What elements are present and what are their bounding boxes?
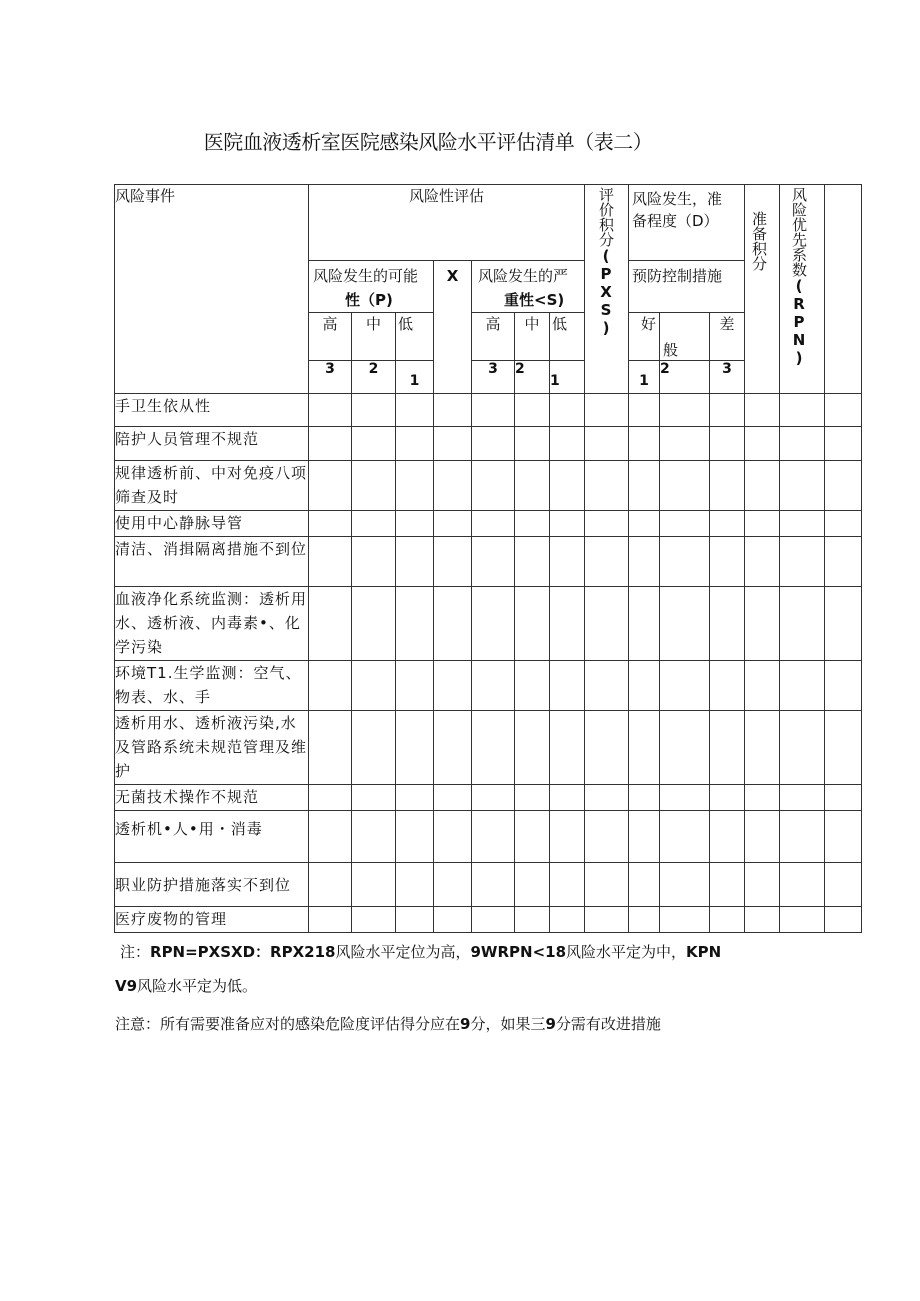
score-cell[interactable] (309, 711, 352, 785)
note-line-3: 注意：所有需要准备应对的感染危险度评估得分应在9分，如果三9分需有改进措施 (115, 1015, 661, 1033)
score-cell[interactable] (472, 907, 515, 933)
score-cell[interactable] (780, 461, 825, 511)
score-cell[interactable] (515, 811, 550, 863)
score-cell[interactable] (550, 461, 585, 511)
score-cell[interactable] (515, 785, 550, 811)
score-cell[interactable] (515, 907, 550, 933)
table-row (115, 461, 862, 511)
score-cell[interactable] (396, 537, 434, 587)
score-cell[interactable] (825, 785, 862, 811)
score-cell[interactable] (660, 811, 710, 863)
table-row (115, 907, 862, 933)
score-cell[interactable] (550, 863, 585, 907)
score-cell[interactable] (352, 461, 396, 511)
table-row (115, 394, 862, 427)
eval-score-label: 评价积分 (597, 187, 615, 247)
score-cell[interactable] (710, 511, 745, 537)
score-cell[interactable] (585, 785, 629, 811)
page-title: 医院血液透析室医院感染风险水平评估清单（表二） (203, 130, 653, 154)
score-cell[interactable] (660, 461, 710, 511)
p-score-1: 1 (396, 361, 434, 394)
score-cell[interactable] (434, 785, 472, 811)
header-severity (472, 261, 585, 313)
s-level-low: 低 (550, 313, 585, 361)
score-cell[interactable] (585, 427, 629, 461)
p-level-mid: 中 (352, 313, 396, 361)
score-cell[interactable] (309, 907, 352, 933)
score-cell[interactable] (352, 907, 396, 933)
table-row (115, 811, 862, 863)
score-cell[interactable] (585, 811, 629, 863)
prep-score-label: 准备积分 (750, 211, 768, 271)
score-cell[interactable] (550, 711, 585, 785)
score-cell[interactable] (585, 863, 629, 907)
score-cell[interactable] (660, 785, 710, 811)
score-cell[interactable] (780, 394, 825, 427)
score-cell[interactable] (710, 587, 745, 661)
score-cell[interactable] (309, 461, 352, 511)
header-prep-degree (629, 185, 745, 261)
score-cell[interactable] (745, 587, 780, 661)
score-cell[interactable] (710, 863, 745, 907)
score-cell[interactable] (472, 711, 515, 785)
score-cell[interactable] (629, 863, 660, 907)
score-cell[interactable] (472, 785, 515, 811)
s-score-2: 2 (515, 361, 550, 394)
score-cell[interactable] (745, 461, 780, 511)
header-extra (825, 185, 862, 394)
score-cell[interactable] (472, 863, 515, 907)
severity-line2: 重性<S) (504, 291, 565, 309)
score-cell[interactable] (472, 661, 515, 711)
score-cell[interactable] (825, 907, 862, 933)
score-cell[interactable] (434, 661, 472, 711)
risk-event-cell: 无菌技术操作不规范 (115, 785, 309, 811)
header-prep-score (745, 185, 780, 394)
score-cell[interactable] (585, 711, 629, 785)
risk-event-cell: 陪护人员管理不规范 (115, 427, 309, 461)
note-line-1: 注：RPN=PXSXD：RPX218风险水平定位为高，9WRPN<18风险水平定为中，KPN (120, 943, 722, 961)
score-cell[interactable] (585, 537, 629, 587)
score-cell[interactable] (550, 785, 585, 811)
d-score-3: 3 (710, 361, 745, 394)
score-cell[interactable] (472, 461, 515, 511)
score-cell[interactable] (550, 427, 585, 461)
header-probability (309, 261, 434, 313)
score-cell[interactable] (434, 537, 472, 587)
score-cell[interactable] (352, 587, 396, 661)
score-cell[interactable] (352, 711, 396, 785)
score-cell[interactable] (396, 461, 434, 511)
risk-event-cell: 透析用水、透析液污染,水及管路系统未规范管理及维护 (115, 711, 309, 785)
eval-score-formula: (PXS) (597, 247, 615, 337)
score-cell[interactable] (550, 537, 585, 587)
score-cell[interactable] (434, 427, 472, 461)
score-cell[interactable] (550, 394, 585, 427)
score-cell[interactable] (585, 661, 629, 711)
score-cell[interactable] (780, 907, 825, 933)
score-cell[interactable] (825, 863, 862, 907)
p-score-2: 2 (352, 361, 396, 394)
score-cell[interactable] (710, 785, 745, 811)
score-cell[interactable] (352, 811, 396, 863)
score-cell[interactable] (396, 863, 434, 907)
s-score-3: 3 (472, 361, 515, 394)
times-symbol: X (446, 267, 459, 285)
header-control (629, 261, 745, 313)
score-cell[interactable] (352, 427, 396, 461)
score-cell[interactable] (825, 711, 862, 785)
score-cell[interactable] (825, 427, 862, 461)
score-cell[interactable] (780, 711, 825, 785)
score-cell[interactable] (780, 811, 825, 863)
score-cell[interactable] (396, 511, 434, 537)
score-cell[interactable] (515, 587, 550, 661)
score-cell[interactable] (710, 811, 745, 863)
score-cell[interactable] (515, 427, 550, 461)
prep-degree-line2: 备程度（D） (632, 212, 719, 230)
score-cell[interactable] (825, 394, 862, 427)
score-cell[interactable] (629, 661, 660, 711)
score-cell[interactable] (745, 863, 780, 907)
score-cell[interactable] (352, 394, 396, 427)
score-cell[interactable] (309, 811, 352, 863)
header-risk-assessment: 风险性评估 (309, 185, 585, 261)
risk-event-cell: 医疗废物的管理 (115, 907, 309, 933)
score-cell[interactable] (660, 907, 710, 933)
risk-event-cell: 透析机•人•用・消毒 (115, 811, 309, 863)
score-cell[interactable] (515, 661, 550, 711)
score-cell[interactable] (472, 394, 515, 427)
table-row (115, 785, 862, 811)
score-cell[interactable] (710, 537, 745, 587)
score-cell[interactable] (550, 811, 585, 863)
score-cell[interactable] (396, 907, 434, 933)
header-eval-score (585, 185, 629, 394)
score-cell[interactable] (780, 587, 825, 661)
score-cell[interactable] (472, 427, 515, 461)
score-cell[interactable] (434, 907, 472, 933)
risk-event-cell: 血液净化系统监测：透析用水、透析液、内毒素•、化学污染 (115, 587, 309, 661)
table-row (115, 587, 862, 661)
score-cell[interactable] (352, 661, 396, 711)
score-cell[interactable] (629, 587, 660, 661)
risk-event-cell: 使用中心静脉导管 (115, 511, 309, 537)
score-cell[interactable] (629, 811, 660, 863)
score-cell[interactable] (550, 907, 585, 933)
risk-assessment-table (114, 184, 862, 933)
score-cell[interactable] (515, 537, 550, 587)
score-cell[interactable] (825, 661, 862, 711)
score-cell[interactable] (434, 863, 472, 907)
score-cell[interactable] (550, 511, 585, 537)
control-level-average: 般 (660, 313, 710, 361)
score-cell[interactable] (745, 907, 780, 933)
score-cell[interactable] (660, 587, 710, 661)
risk-event-cell: 手卫生依从性 (115, 394, 309, 427)
score-cell[interactable] (710, 711, 745, 785)
score-cell[interactable] (745, 785, 780, 811)
score-cell[interactable] (515, 511, 550, 537)
score-cell[interactable] (309, 427, 352, 461)
score-cell[interactable] (515, 711, 550, 785)
risk-event-cell: 规律透析前、中对免疫八项筛查及时 (115, 461, 309, 511)
risk-event-cell: 环境T1.生学监测：空气、物表、水、手 (115, 661, 309, 711)
note-line-2: V9风险水平定为低。 (115, 977, 258, 995)
score-cell[interactable] (780, 537, 825, 587)
score-cell[interactable] (745, 394, 780, 427)
score-cell[interactable] (396, 587, 434, 661)
score-cell[interactable] (396, 661, 434, 711)
score-cell[interactable] (629, 711, 660, 785)
probability-line1: 风险发生的可能 (313, 267, 419, 285)
score-cell[interactable] (396, 394, 434, 427)
score-cell[interactable] (629, 394, 660, 427)
score-cell[interactable] (585, 394, 629, 427)
score-cell[interactable] (434, 711, 472, 785)
prep-degree-line1: 风险发生，准 (632, 190, 723, 208)
score-cell[interactable] (745, 511, 780, 537)
score-cell[interactable] (309, 394, 352, 427)
d-score-2: 2 (660, 361, 710, 394)
score-cell[interactable] (710, 461, 745, 511)
score-cell[interactable] (780, 511, 825, 537)
table-row (115, 711, 862, 785)
score-cell[interactable] (660, 511, 710, 537)
score-cell[interactable] (434, 511, 472, 537)
score-cell[interactable] (309, 785, 352, 811)
score-cell[interactable] (710, 907, 745, 933)
severity-line1: 风险发生的严 (478, 267, 569, 285)
score-cell[interactable] (629, 785, 660, 811)
score-cell[interactable] (309, 587, 352, 661)
score-cell[interactable] (585, 907, 629, 933)
header-times (434, 261, 472, 394)
score-cell[interactable] (396, 811, 434, 863)
score-cell[interactable] (660, 711, 710, 785)
p-level-low: 低 (396, 313, 434, 361)
table-row (115, 427, 862, 461)
p-score-3: 3 (309, 361, 352, 394)
score-cell[interactable] (825, 811, 862, 863)
score-cell[interactable] (352, 785, 396, 811)
score-cell[interactable] (825, 587, 862, 661)
score-cell[interactable] (515, 461, 550, 511)
score-cell[interactable] (515, 863, 550, 907)
score-cell[interactable] (825, 511, 862, 537)
score-cell[interactable] (710, 394, 745, 427)
table-row (115, 537, 862, 587)
score-cell[interactable] (660, 661, 710, 711)
header-rpn (780, 185, 825, 394)
p-level-high: 高 (309, 313, 352, 361)
score-cell[interactable] (434, 811, 472, 863)
score-cell[interactable] (472, 511, 515, 537)
control-level-poor: 差 (710, 313, 745, 361)
score-cell[interactable] (710, 661, 745, 711)
score-cell[interactable] (629, 427, 660, 461)
score-cell[interactable] (585, 511, 629, 537)
control-level-good: 好 (629, 313, 660, 361)
risk-event-cell: 职业防护措施落实不到位 (115, 863, 309, 907)
rpn-formula: (RPN) (790, 277, 808, 367)
score-cell[interactable] (515, 394, 550, 427)
table-row (115, 863, 862, 907)
score-cell[interactable] (472, 537, 515, 587)
s-level-mid: 中 (515, 313, 550, 361)
score-cell[interactable] (434, 461, 472, 511)
score-cell[interactable] (434, 587, 472, 661)
score-cell[interactable] (745, 811, 780, 863)
score-cell[interactable] (660, 863, 710, 907)
score-cell[interactable] (472, 587, 515, 661)
score-cell[interactable] (550, 587, 585, 661)
score-cell[interactable] (434, 394, 472, 427)
d-score-1: 1 (629, 361, 660, 394)
score-cell[interactable] (550, 661, 585, 711)
score-cell[interactable] (396, 785, 434, 811)
table-row (115, 661, 862, 711)
header-risk-event: 风险事件 (115, 185, 309, 394)
score-cell[interactable] (629, 907, 660, 933)
score-cell[interactable] (660, 537, 710, 587)
rpn-label: 风险优先系数 (790, 187, 808, 277)
score-cell[interactable] (710, 427, 745, 461)
score-cell[interactable] (396, 427, 434, 461)
table-row (115, 511, 862, 537)
score-cell[interactable] (352, 863, 396, 907)
s-level-high: 高 (472, 313, 515, 361)
score-cell[interactable] (629, 537, 660, 587)
score-cell[interactable] (780, 863, 825, 907)
risk-event-cell: 清洁、消揖隔离措施不到位 (115, 537, 309, 587)
score-cell[interactable] (352, 537, 396, 587)
score-cell[interactable] (396, 711, 434, 785)
score-cell[interactable] (825, 537, 862, 587)
score-cell[interactable] (780, 661, 825, 711)
score-cell[interactable] (745, 427, 780, 461)
score-cell[interactable] (309, 863, 352, 907)
score-cell[interactable] (745, 537, 780, 587)
score-cell[interactable] (629, 511, 660, 537)
score-cell[interactable] (472, 811, 515, 863)
score-cell[interactable] (780, 427, 825, 461)
score-cell[interactable] (629, 461, 660, 511)
score-cell[interactable] (780, 785, 825, 811)
score-cell[interactable] (309, 537, 352, 587)
probability-line2: 性（P) (345, 291, 393, 309)
s-score-1: 1 (550, 361, 585, 394)
score-cell[interactable] (585, 587, 629, 661)
score-cell[interactable] (309, 511, 352, 537)
control-label: 预防控制措施 (632, 267, 723, 285)
score-cell[interactable] (745, 711, 780, 785)
score-cell[interactable] (352, 511, 396, 537)
score-cell[interactable] (309, 661, 352, 711)
score-cell[interactable] (745, 661, 780, 711)
score-cell[interactable] (825, 461, 862, 511)
score-cell[interactable] (660, 427, 710, 461)
score-cell[interactable] (660, 394, 710, 427)
score-cell[interactable] (585, 461, 629, 511)
